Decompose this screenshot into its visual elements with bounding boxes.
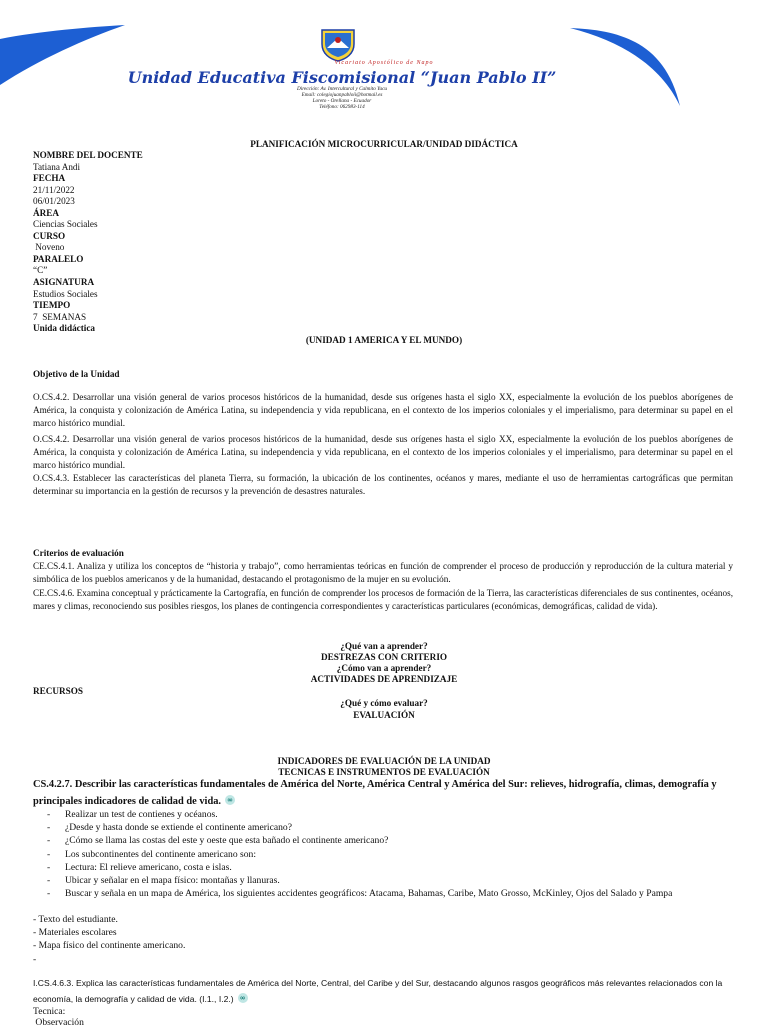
unidad-label: Unida didáctica [33,323,96,333]
field-label-paralelo: PARALELO [33,254,84,264]
activity-text: Ubicar y señalar en el mapa físico: montañas y llanuras. [65,875,280,887]
list-item: - [33,953,37,965]
email-line: Email: colegiojuanpabloii@hotmail.es [301,92,383,98]
activity-text: ¿Desde y hasta donde se extiende el continente americano? [65,822,292,834]
list-item: - Texto del estudiante. [33,914,118,925]
indicador-text: I.CS.4.6.3. Explica las características fundamentales de América del Norte, Central, del Caribe y del Sur, destacando algunos rasgos geográficos más relevantes relacionados con la economía, la demografía y calidad de vida. (I.1., I.2.) [33,978,723,1004]
activity-text: Los subcontinentes del continente americano son: [65,848,257,860]
evaluacion-heading: EVALUACIÓN [353,710,415,720]
recursos-label: RECURSOS [33,686,84,696]
list-item: - Ubicar y señalar en el mapa físico: montañas y llanuras. [33,874,738,887]
field-value-docente: Tatiana Andi [33,162,81,172]
school-name: Unidad Educativa Fiscomisional “Juan Pablo II” [127,68,557,87]
que-y-como-evaluar: ¿Qué y cómo evaluar? [340,698,428,708]
objetivo-paragraph: O.CS.4.3. Establecer las características del planeta Tierra, su formación, la ubicación de los continentes, océanos y mares, mediante el uso de herramientas cartográficas que permitan determinar su importancia en la gestión de recursos y la prevención de desastres naturales. [33,473,733,497]
destrezas-con-criterio: DESTREZAS CON CRITERIO [320,652,448,662]
phone-line: Teléfono: 062983-114 [319,104,365,110]
field-label-asignatura: ASIGNATURA [33,277,95,287]
activity-text: Lectura: El relieve americano, costa e islas. [65,861,232,873]
field-value-fecha-inicio: 21/11/2022 [33,185,75,195]
como-van-a-aprender: ¿Cómo van a aprender? [336,663,432,673]
field-value-curso: Noveno [33,242,65,252]
list-item: - Materiales escolares [33,927,117,939]
recursos-list [33,913,738,966]
document-title: PLANIFICACIÓN MICROCURRICULAR/UNIDAD DIDÁCTICA [250,139,518,149]
indicadores-heading: INDICADORES DE EVALUACIÓN DE LA UNIDAD [277,756,491,766]
field-label-area: ÁREA [33,208,60,218]
activity-text: Realizar un test de contienes y océanos. [65,809,218,820]
list-item: - Buscar y señala en un mapa de América, los siguientes accidentes geográficos: Atacama, Bahamas, Caribe, Mato Grosso, McKinley, Ojos del Salado y Pampa [33,887,738,900]
list-item: - ¿Cómo se llama las costas del este y oeste que esta bañado el continente americano? [33,834,738,847]
objetivo-paragraph: O.CS.4.2. Desarrollar una visión general de varios procesos históricos de la humanidad, desde sus orígenes hasta el siglo XX, especialmente la evolución de los pueblos aborígenes de América, la conquista y colonización de América Latina, su independencia y vida republicana, en el contexto de los imperios coloniales y el imperialismo, para determinar su papel en el marco histórico mundial. [33,434,733,471]
destreza-paragraph [33,776,738,810]
field-label-fecha: FECHA [33,173,66,183]
school-crest-logo [318,28,358,62]
field-value-paralelo: “C” [33,265,48,275]
address-line: Dirección: Av. Intercultural y Calmito Yacu [297,86,387,92]
field-label-docente: NOMBRE DEL DOCENTE [33,150,143,160]
list-item: - Lectura: El relieve americano, costa e islas. [33,861,738,874]
link-icon[interactable]: ∞ [238,993,248,1003]
field-value-area: Ciencias Sociales [33,219,98,229]
list-item: - Los subcontinentes del continente americano son: [33,848,738,861]
actividades-list [33,808,738,900]
vicariato-text: Vicariato Apostólico de Napo [334,60,434,66]
list-item: - Realizar un test de contienes y océanos. [33,808,738,821]
activity-text: ¿Cómo se llama las costas del este y oeste que esta bañado el continente americano? [65,835,389,847]
field-label-tiempo: TIEMPO [33,300,71,310]
location-line: Loreto - Orellana - Ecuador [312,98,372,104]
list-item: - ¿Desde y hasta donde se extiende el continente americano? [33,821,738,834]
que-van-a-aprender: ¿Qué van a aprender? [340,641,428,651]
objetivo-heading: Objetivo de la Unidad [33,369,120,379]
criterio-paragraph: CE.CS.4.6. Examina conceptual y prácticamente la Cartografía, en función de comprender los procesos de formación de la Tierra, las características diferenciales de sus continentes, océanos, mares y climas, reconociendo sus posibles riesgos, los planes de contingencia correspondientes y características particulares (económicas, demográficas, calidad de vida). [33,588,733,612]
destreza-text: CS.4.2.7. Describir las características fundamentales de América del Norte, América Central y América del Sur: relieves, hidrografía, climas, demografía y principales indicadores de calidad de vida. [33,779,717,807]
indicador-paragraph [33,976,738,1007]
criterio-paragraph: CE.CS.4.1. Analiza y utiliza los conceptos de “historia y trabajo”, como herramientas teóricas en función de comprender el proceso de producción y reproducción de la cultura material y simbólica de los pueblos americanos y de la humanidad, destacando el protagonismo de la mujer en su evolución. [33,561,733,585]
tecnica-label: Tecnica: [33,1006,66,1017]
actividades-de-aprendizaje: ACTIVIDADES DE APRENDIZAJE [310,674,458,684]
objetivo-paragraph: O.CS.4.2. Desarrollar una visión general de varios procesos históricos de la humanidad, desde sus orígenes hasta el siglo XX, especialmente la evolución de los pueblos aborígenes de América, la conquista y colonización de América Latina, su independencia y vida republicana, en el contexto de los imperios coloniales y el imperialismo, para determinar su papel en el marco histórico mundial. [33,392,733,429]
field-value-fecha-fin: 06/01/2023 [33,196,75,206]
tecnica-value: Observación [33,1017,84,1028]
unidad-value: (UNIDAD 1 AMERICA Y EL MUNDO) [305,335,463,345]
field-label-curso: CURSO [33,231,66,241]
field-value-tiempo: 7 SEMANAS [33,312,87,322]
link-icon[interactable]: ∞ [225,795,235,805]
activity-text: Buscar y señala en un mapa de América, los siguientes accidentes geográficos: Atacama, Bahamas, Caribe, Mato Grosso, McKinley, Ojos del Salado y Pampa [65,888,673,900]
tecnicas-heading: TECNICAS E INSTRUMENTOS DE EVALUACIÓN [278,767,490,777]
field-value-asignatura: Estudios Sociales [33,289,98,299]
criterios-heading: Criterios de evaluación [33,548,124,558]
list-item: - Mapa físico del continente americano. [33,940,186,952]
